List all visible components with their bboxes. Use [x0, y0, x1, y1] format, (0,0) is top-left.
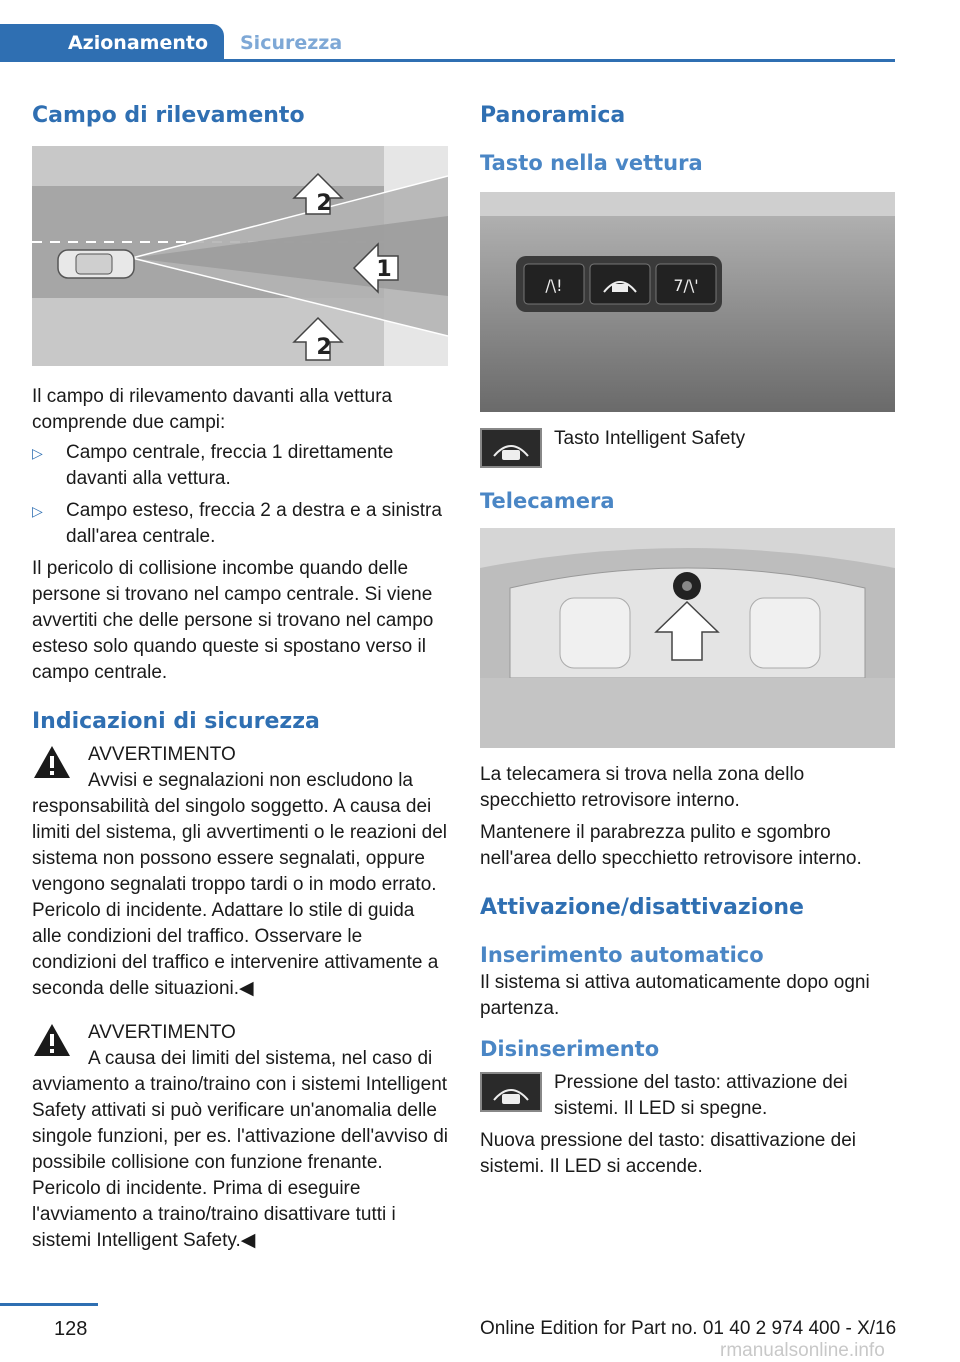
off-text-1: Pressione del tasto: attivazione dei sistemi. Il LED si spegne.: [554, 1072, 848, 1119]
button-caption: Tasto Intelligent Safety: [554, 428, 746, 449]
header-tabs: [0, 24, 895, 62]
subtitle-disinserimento: Disinserimento: [480, 1037, 660, 1061]
page-number: 128: [54, 1318, 88, 1340]
camera-text-2: Mantenere il parabrezza pulito e sgombro nell'area dello specchietto retrovisore interno.: [480, 822, 862, 869]
list-item: ▷ Campo centrale, freccia 1 direttamente davanti alla vettura.: [32, 442, 394, 489]
camera-location-image: [480, 528, 895, 748]
warning-heading: AVVERTIMENTO: [88, 744, 236, 765]
intelligent-safety-button-icon: [480, 428, 542, 468]
section-title-panoramica: Panoramica: [480, 103, 626, 128]
detection-range-figure: [32, 146, 448, 366]
triangle-bullet-icon: ▷: [32, 445, 43, 461]
warning-triangle-icon: [32, 744, 72, 780]
warning-block-1: [32, 742, 448, 1002]
tab-azionamento[interactable]: Azionamento: [0, 24, 224, 62]
svg-text:7/\': 7/\': [673, 276, 699, 295]
svg-text:/\!: /\!: [545, 276, 563, 295]
section-title-attivazione: Attivazione/disattivazione: [480, 895, 804, 920]
off-row: [480, 1070, 895, 1122]
warning-text: A causa dei limiti del sistema, nel caso di avviamento a traino/traino con i sistemi Intelligent Safety attivati si può verificare un'anomalia delle singole funzioni, per es. l'attivazione dell'avviso di possibile collisione con funzione frenante. Pericolo di incidente. Prima di eseguire l'avviamento a traino/traino disattivare tutti i sistemi Intelligent Safety.◀: [32, 1048, 448, 1251]
list-item: ▷ Campo esteso, freccia 2 a destra e a sinistra dall'area centrale.: [32, 500, 442, 547]
detection-list: [32, 440, 448, 550]
danger-text: Il pericolo di collisione incombe quando delle persone si trovano nel campo centrale. Si viene avvertiti che delle persone si trovano nel campo esteso solo quando queste si spostano verso il campo centrale.: [32, 558, 434, 683]
warning-block-2: [32, 1020, 448, 1254]
warning-triangle-icon: [32, 1022, 72, 1058]
edition-text: Online Edition for Part no. 01 40 2 974 400 - X/16: [480, 1318, 897, 1339]
fig1-label-top: 2: [316, 191, 332, 216]
fig1-label-mid: 1: [376, 257, 392, 282]
warning-heading: AVVERTIMENTO: [88, 1022, 236, 1043]
subtitle-telecamera: Telecamera: [480, 489, 615, 513]
section-title-sicurezza: Indicazioni di sicurezza: [32, 709, 320, 734]
button-panel-photo: [480, 192, 895, 412]
left-column: [32, 100, 448, 1254]
tab-sicurezza[interactable]: Sicurezza: [240, 32, 343, 54]
subtitle-tasto: Tasto nella vettura: [480, 151, 703, 175]
warning-text: Avvisi e segnalazioni non escludono la responsabilità del singolo soggetto. A causa dei limiti del sistema, gli avvertimenti o le reazioni del sistema non possono essere segnalati, oppure vengono segnalati troppo tardi o in modo errato. Pericolo di incidente. Adattare lo stile di guida alle condizioni del traffico. Osservare le condizioni del traffico e intervenire attivamente a seconda delle situazioni.◀: [32, 770, 447, 999]
camera-text-1: La telecamera si trova nella zona dello specchietto retrovisore interno.: [480, 764, 805, 811]
intro-text: Il campo di rilevamento davanti alla vettura comprende due campi:: [32, 386, 393, 433]
camera-photo: [480, 528, 895, 748]
subtitle-inserimento: Inserimento automatico: [480, 943, 764, 967]
detection-range-diagram: [32, 146, 448, 366]
header-line: [224, 59, 895, 62]
section-title-campo: Campo di rilevamento: [32, 103, 305, 128]
off-text-2: Nuova pressione del tasto: disattivazione dei sistemi. Il LED si accende.: [480, 1130, 857, 1177]
watermark-text: rmanualsonline.info: [720, 1340, 885, 1361]
triangle-bullet-icon: ▷: [32, 503, 43, 519]
fig1-label-bottom: 2: [316, 335, 332, 360]
intelligent-safety-button-icon: [480, 1072, 542, 1112]
right-column: [480, 100, 895, 1180]
auto-text: Il sistema si attiva automaticamente dopo ogni partenza.: [480, 972, 870, 1019]
button-panel-image: [480, 192, 895, 412]
button-caption-row: [480, 426, 895, 474]
footer-line: [0, 1303, 98, 1306]
